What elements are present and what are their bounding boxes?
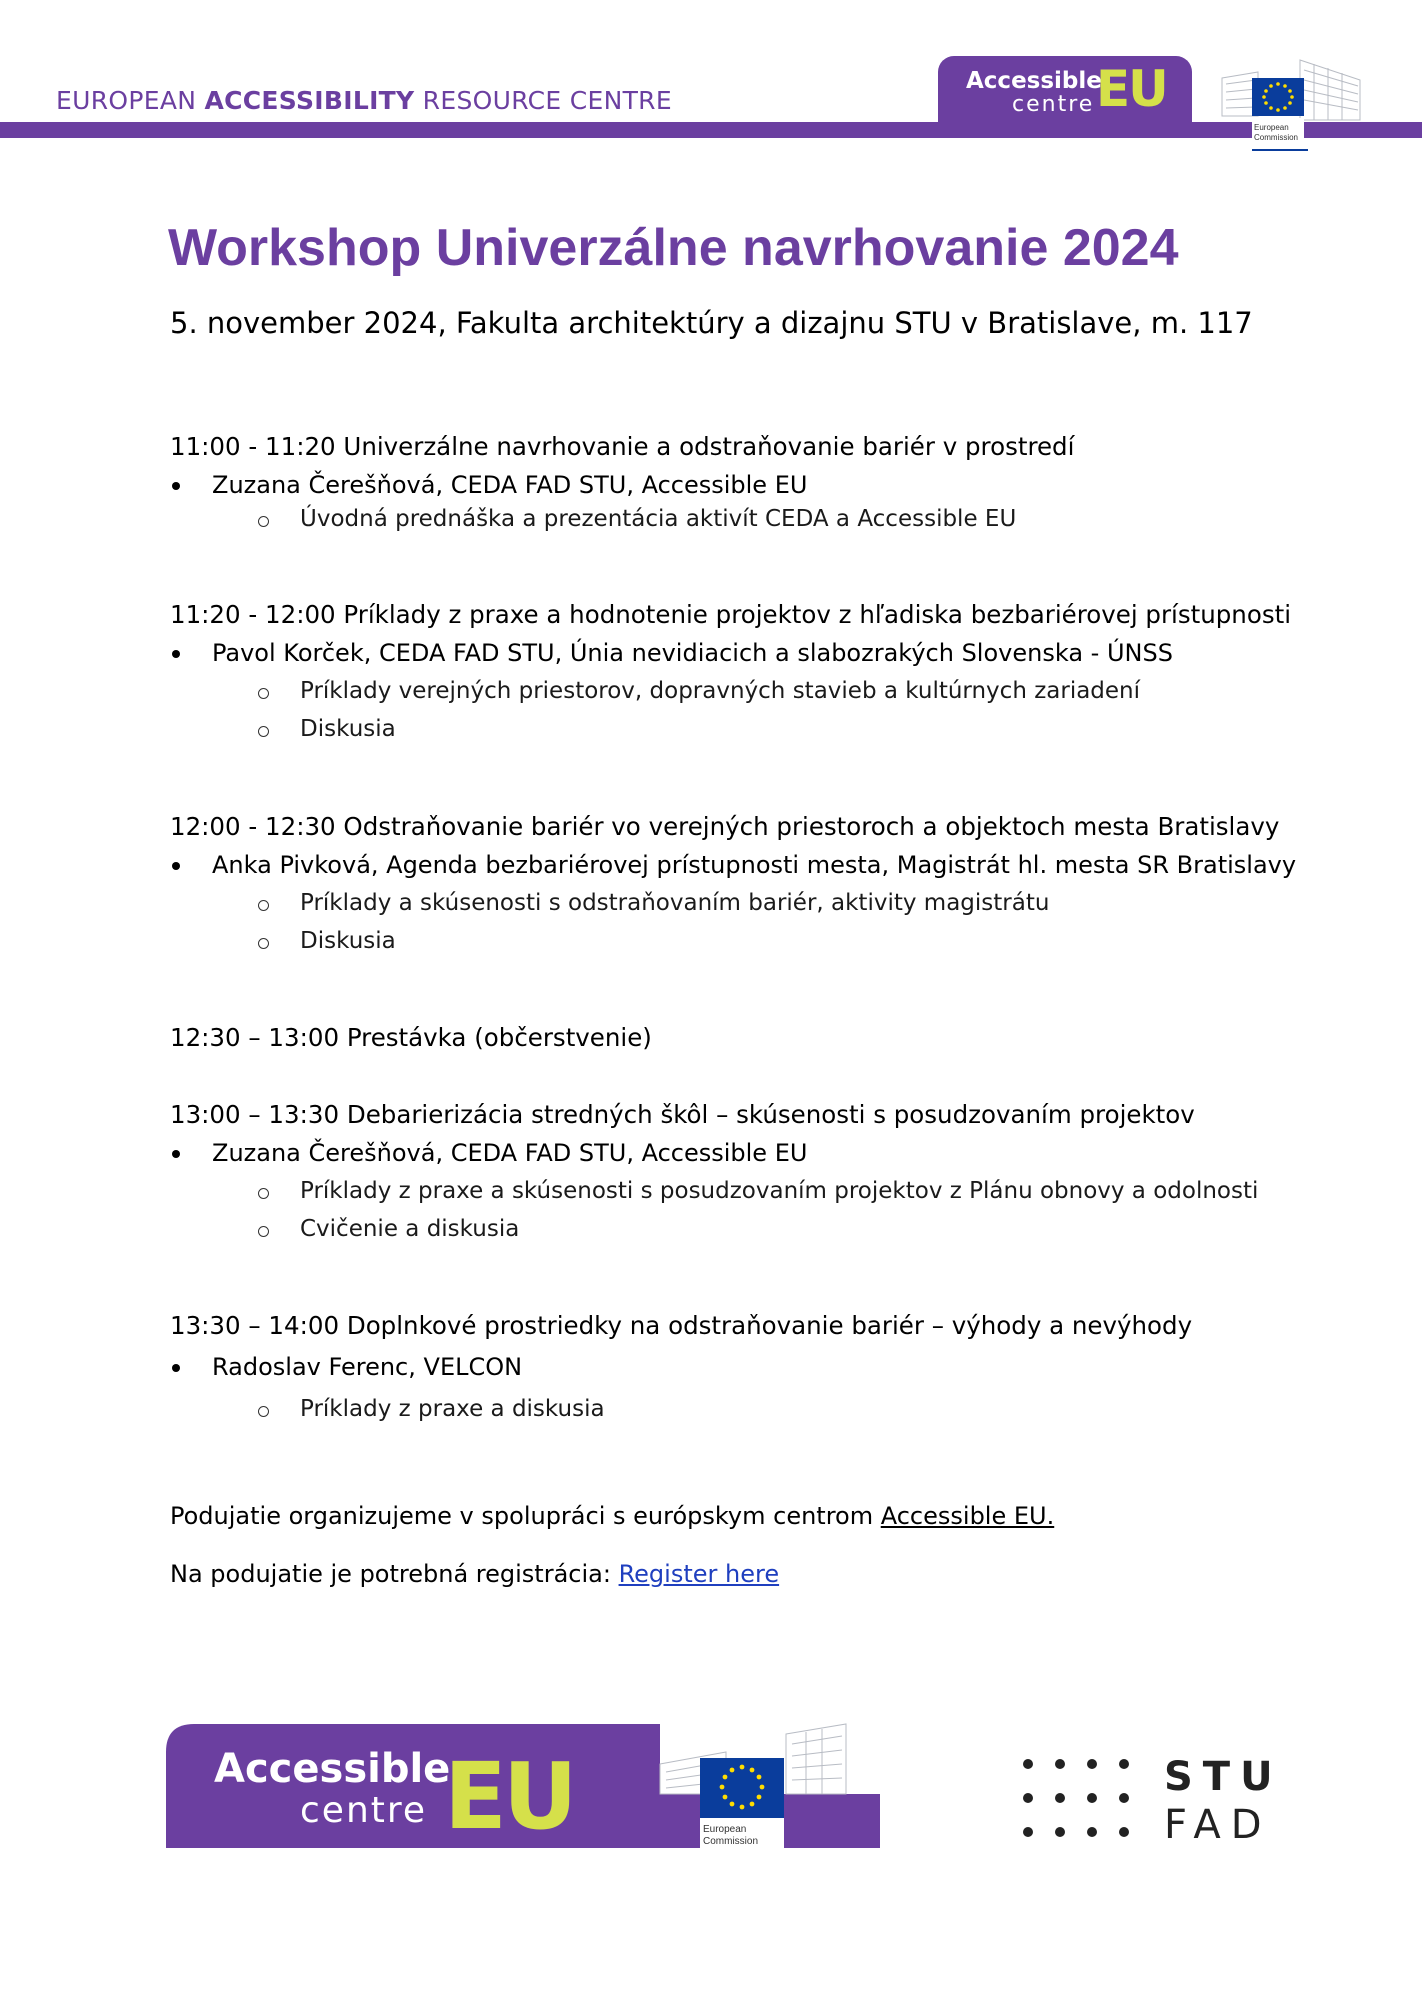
sub-bullet-icon <box>258 1188 269 1199</box>
speaker-organization: VELCON <box>415 1353 523 1381</box>
sub-bullet-icon <box>258 688 269 699</box>
session-detail: Príklady z praxe a skúsenosti s posudzovaním projektov z Plánu obnovy a odolnosti <box>300 1178 1259 1204</box>
logo-centre-text: centre <box>1012 92 1095 117</box>
header-title <box>56 86 672 115</box>
logo-accessible-text: Accessible <box>214 1746 451 1792</box>
bullet-icon <box>172 1364 180 1372</box>
session-detail: Príklady a skúsenosti s odstraňovaním bariér, aktivity magistrátu <box>300 890 1050 916</box>
session-heading: 12:00 - 12:30 Odstraňovanie bariér vo verejných priestoroch a objektoch mesta Bratislavy <box>170 812 1280 841</box>
session-speaker: Anka Pivková, Agenda bezbariérovej prístupnosti mesta, Magistrát hl. mesta SR Bratislavy <box>212 851 1297 879</box>
registration-note <box>170 1560 779 1588</box>
session-detail: Diskusia <box>300 928 396 954</box>
session-detail: Úvodná prednáška a prezentácia aktivít CEDA a Accessible EU <box>300 506 1017 532</box>
session-speaker <box>212 1353 522 1381</box>
stu-dots-icon <box>1020 1752 1283 1848</box>
logo-eu-text: EU <box>1096 60 1167 118</box>
bullet-icon <box>172 1150 180 1158</box>
stu-text: STU <box>1164 1754 1283 1800</box>
accessible-eu-logo-header <box>938 56 1192 124</box>
session-detail: Príklady verejných priestorov, dopravných stavieb a kultúrnych zariadení <box>300 678 1141 704</box>
registration-text: Na podujatie je potrebná registrácia: <box>170 1560 619 1588</box>
ec-building-icon <box>1218 54 1368 154</box>
sub-bullet-icon <box>258 938 269 949</box>
header-title-bold: ACCESSIBILITY <box>204 86 415 115</box>
page-subtitle: 5. november 2024, Fakulta architektúry a dizajnu STU v Bratislave, m. 117 <box>170 306 1253 340</box>
sub-bullet-icon <box>258 726 269 737</box>
logo-eu-text: EU <box>444 1743 574 1850</box>
stu-fad-logo <box>1020 1752 1283 1848</box>
european-commission-logo-header <box>1218 54 1368 154</box>
session-speaker: Zuzana Čerešňová, CEDA FAD STU, Accessible EU <box>212 1139 808 1167</box>
sub-bullet-icon <box>258 900 269 911</box>
accessible-eu-logo-footer <box>166 1724 880 1848</box>
session-heading: 13:30 – 14:00 Doplnkové prostriedky na odstraňovanie bariér – výhody a nevýhody <box>170 1311 1193 1340</box>
register-link[interactable]: Register here <box>618 1560 780 1588</box>
ec-label-line1: European <box>703 1824 747 1835</box>
sub-bullet-icon <box>258 1226 269 1237</box>
session-speaker: Pavol Korček, CEDA FAD STU, Únia nevidiacich a slabozrakých Slovenska - ÚNSS <box>212 639 1173 667</box>
session-speaker: Zuzana Čerešňová, CEDA FAD STU, Accessible EU <box>212 471 808 499</box>
fad-text: FAD <box>1164 1802 1272 1848</box>
header-title-part: RESOURCE CENTRE <box>414 86 672 115</box>
ec-label-line2: Commission <box>703 1836 759 1847</box>
header-title-part: EUROPEAN <box>56 86 205 115</box>
header-bar <box>0 122 1422 138</box>
organizer-text: Podujatie organizujeme v spolupráci s európskym centrom <box>170 1502 881 1530</box>
organizer-note <box>170 1502 1054 1530</box>
page-title: Workshop Univerzálne navrhovanie 2024 <box>168 219 1179 277</box>
session-detail: Príklady z praxe a diskusia <box>300 1396 605 1422</box>
bullet-icon <box>172 862 180 870</box>
bullet-icon <box>172 482 180 490</box>
sub-bullet-icon <box>258 1406 269 1417</box>
session-detail: Cvičenie a diskusia <box>300 1216 520 1242</box>
ec-label-line2: Commission <box>1254 133 1299 142</box>
bullet-icon <box>172 650 180 658</box>
sub-bullet-icon <box>258 516 269 527</box>
accessible-eu-ec-banner <box>166 1724 880 1848</box>
session-heading: 11:20 - 12:00 Príklady z praxe a hodnotenie projektov z hľadiska bezbariérovej prístupnosti <box>170 600 1291 629</box>
session-detail: Diskusia <box>300 716 396 742</box>
session-heading: 12:30 – 13:00 Prestávka (občerstvenie) <box>170 1023 652 1052</box>
ec-label-line1: European <box>1254 123 1289 132</box>
speaker-name: Radoslav Ferenc, <box>212 1353 416 1381</box>
session-heading: 11:00 - 11:20 Univerzálne navrhovanie a odstraňovanie bariér v prostredí <box>170 432 1075 461</box>
logo-centre-text: centre <box>300 1790 428 1831</box>
logo-accessible-text: Accessible <box>966 68 1102 94</box>
session-heading: 13:00 – 13:30 Debarierizácia stredných škôl – skúsenosti s posudzovaním projektov <box>170 1100 1195 1129</box>
accessible-eu-link[interactable]: Accessible EU. <box>880 1502 1055 1530</box>
